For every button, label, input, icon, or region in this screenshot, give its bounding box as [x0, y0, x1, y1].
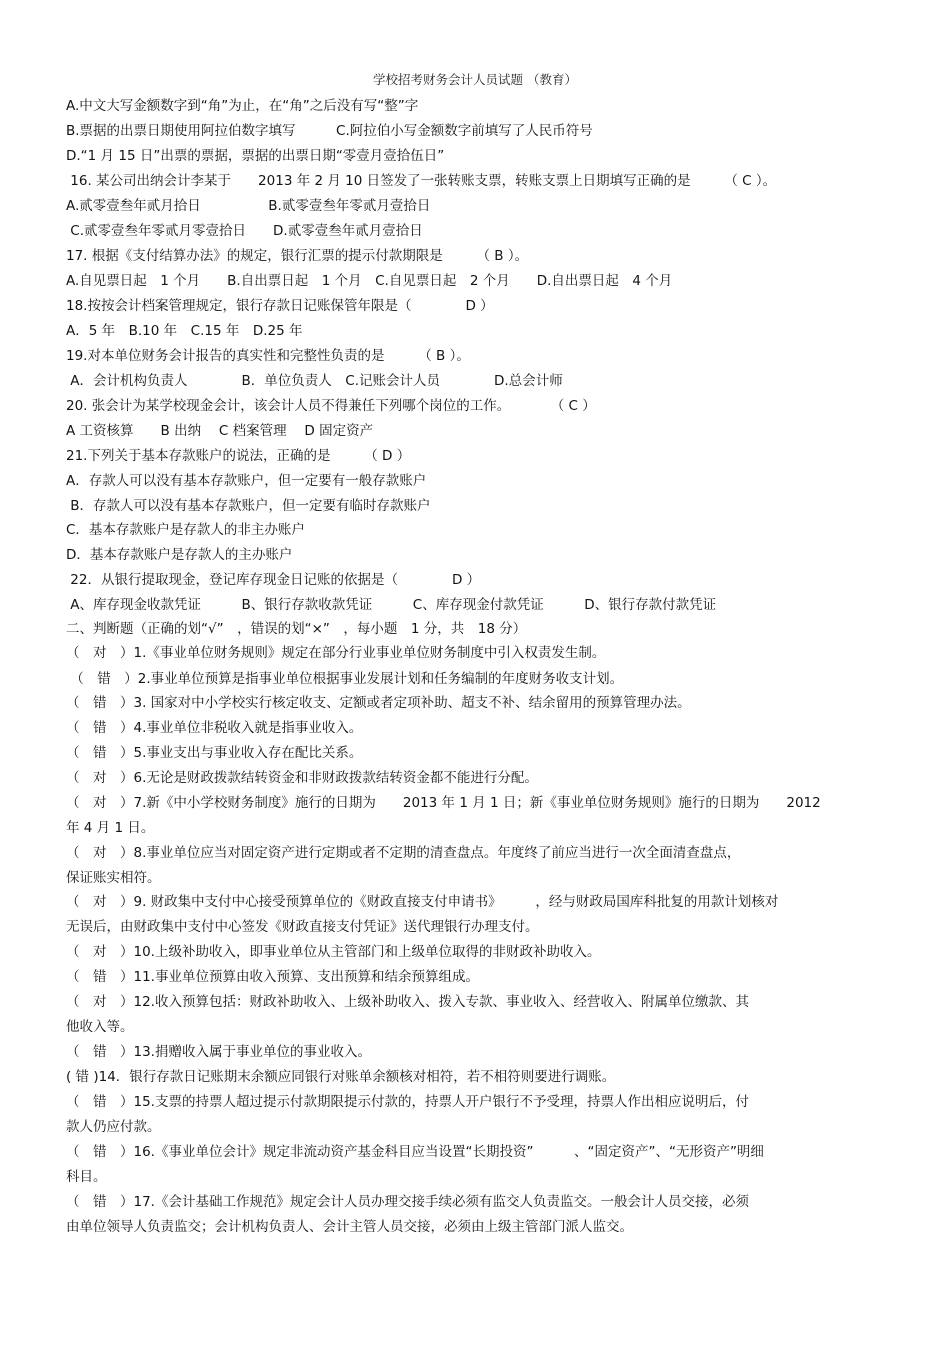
text-line: 16. 某公司出纳会计李某于 2013 年 2 月 10 日签发了一张转账支票，转账支票上日期填写正确的是 （ C ）。: [66, 173, 777, 189]
text-line: （ 错 ）15.支票的持票人超过提示付款期限提示付款的，持票人开户银行不予受理，持票人作出相应说明后，付: [66, 1094, 749, 1110]
text-line: （ 错 ）4.事业单位非税收入就是指事业收入。: [66, 720, 363, 736]
text-line: （ 错 ）5.事业支出与事业收入存在配比关系。: [66, 745, 363, 761]
text-line: 17. 根据《支付结算办法》的规定，银行汇票的提示付款期限是 （ B ）。: [66, 248, 529, 264]
text-line: 22．从银行提取现金，登记库存现金日记账的依据是（ D ）: [66, 572, 481, 588]
text-line: A．会计机构负责人 B．单位负责人 C.记账会计人员 D.总会计师: [66, 373, 563, 389]
text-line: A.贰零壹叁年贰月拾日 B.贰零壹叁年零贰月壹拾日: [66, 198, 431, 214]
text-line: 20. 张会计为某学校现金会计，该会计人员不得兼任下列哪个岗位的工作。 （ C ）: [66, 398, 596, 414]
text-line: 款人仍应付款。: [66, 1119, 161, 1135]
text-line: D.“1 月 15 日”出票的票据，票据的出票日期“零壹月壹拾伍日”: [66, 148, 445, 164]
text-line: （ 对 ）12.收入预算包括：财政补助收入、上级补助收入、拨入专款、事业收入、经营收入、附属单位缴款、其: [66, 994, 749, 1010]
text-line: 年 4 月 1 日。: [66, 820, 155, 836]
text-line: B．存款人可以没有基本存款账户，但一定要有临时存款账户: [66, 498, 431, 514]
text-line: B.票据的出票日期使用阿拉伯数字填写 C.阿拉伯小写金额数字前填写了人民币符号: [66, 123, 593, 139]
text-line: 二、判断题（正确的划“√” ，错误的划“×” ，每小题 1 分，共 18 分）: [66, 621, 527, 637]
text-line: （ 错 ）2.事业单位预算是指事业单位根据事业发展计划和任务编制的年度财务收支计划。: [66, 671, 624, 687]
text-line: 无误后，由财政集中支付中心签发《财政直接支付凭证》送代理银行办理支付。: [66, 919, 539, 935]
text-line: 由单位领导人负责监交；会计机构负责人、会计主管人员交接，必须由上级主管部门派人监交。: [66, 1219, 633, 1235]
text-line: （ 对 ）6.无论是财政拨款结转资金和非财政拨款结转资金都不能进行分配。: [66, 770, 538, 786]
text-line: 科目。: [66, 1169, 107, 1185]
text-line: ( 错 )14．银行存款日记账期末余额应同银行对账单余额核对相符，若不相符则要进行调账。: [66, 1069, 616, 1085]
text-line: C.贰零壹叁年零贰月零壹拾日 D.贰零壹叁年贰月壹拾日: [66, 223, 423, 239]
text-line: （ 错 ）3. 国家对中小学校实行核定收支、定额或者定项补助、超支不补、结余留用的预算管理办法。: [66, 695, 691, 711]
text-line: （ 错 ）13.捐赠收入属于事业单位的事业收入。: [66, 1044, 371, 1060]
text-line: C．基本存款账户是存款人的非主办账户: [66, 522, 305, 538]
text-line: （ 对 ）1.《事业单位财务规则》规定在部分行业事业单位财务制度中引入权责发生制。: [66, 645, 606, 661]
text-line: D．基本存款账户是存款人的主办账户: [66, 547, 293, 563]
document-header: 学校招考财务会计人员试题 （教育）: [373, 72, 577, 87]
text-line: （ 对 ）8.事业单位应当对固定资产进行定期或者不定期的清查盘点。年度终了前应当进行一次全面清查盘点，: [66, 845, 741, 861]
text-line: （ 对 ）10.上级补助收入，即事业单位从主管部门和上级单位取得的非财政补助收入。: [66, 944, 601, 960]
text-line: 19.对本单位财务会计报告的真实性和完整性负责的是 （ B ）。: [66, 348, 470, 364]
text-line: A．存款人可以没有基本存款账户，但一定要有一般存款账户: [66, 473, 427, 489]
text-line: （ 错 ）17.《会计基础工作规范》规定会计人员办理交接手续必须有监交人负责监交。一般会计人员交接，必须: [66, 1194, 749, 1210]
text-line: A．5 年 B.10 年 C.15 年 D.25 年: [66, 323, 303, 339]
text-line: A.自见票日起 1 个月 B.自出票日起 1 个月 C.自见票日起 2 个月 D.自出票日起 4 个月: [66, 273, 673, 289]
text-line: （ 错 ）16.《事业单位会计》规定非流动资产基金科目应当设置“长期投资” 、“固定资产”、“无形资产”明细: [66, 1144, 764, 1160]
text-line: A、库存现金收款凭证 B、银行存款收款凭证 C、库存现金付款凭证 D、银行存款付款凭证: [66, 597, 717, 613]
text-line: A 工资核算 B 出纳 C 档案管理 D 固定资产: [66, 423, 374, 439]
text-line: 保证账实相符。: [66, 870, 161, 886]
text-line: 18.按按会计档案管理规定，银行存款日记账保管年限是（ D ）: [66, 298, 494, 314]
text-line: 他收入等。: [66, 1019, 134, 1035]
text-line: （ 对 ）9. 财政集中支付中心接受预算单位的《财政直接支付申请书》 ，经与财政局国库科批复的用款计划核对: [66, 894, 779, 910]
text-line: （ 对 ）7.新《中小学校财务制度》施行的日期为 2013 年 1 月 1 日；新《事业单位财务规则》施行的日期为 2012: [66, 795, 821, 811]
text-line: 21.下列关于基本存款账户的说法，正确的是 （ D ）: [66, 448, 411, 464]
text-line: （ 错 ）11.事业单位预算由收入预算、支出预算和结余预算组成。: [66, 969, 479, 985]
text-line: A.中文大写金额数字到“角”为止，在“角”之后没有写“整”字: [66, 98, 419, 114]
